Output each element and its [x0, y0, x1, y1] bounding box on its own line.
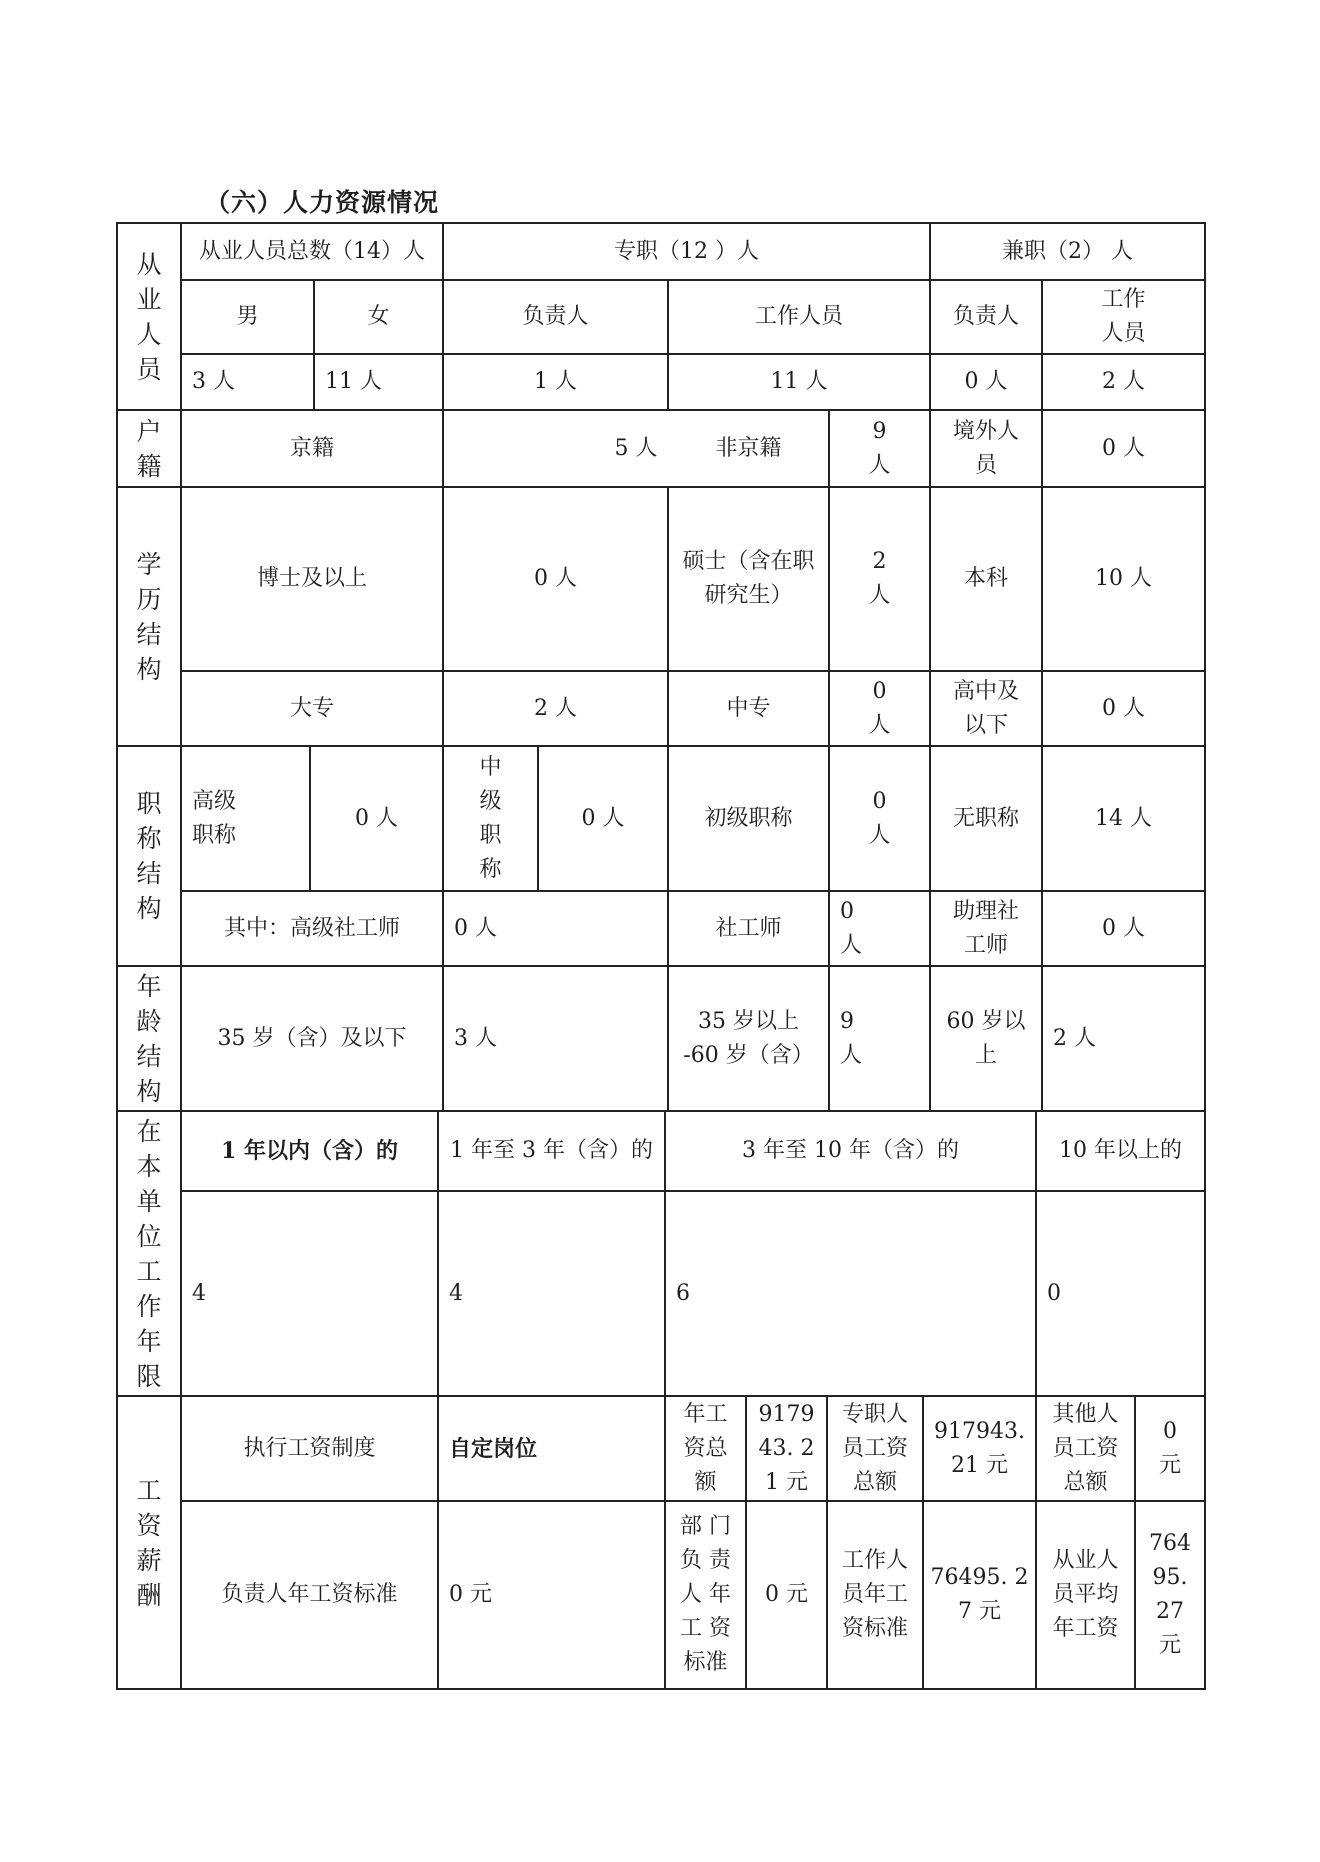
section-label: 在 本 单 位 工 作 年 限 — [136, 1116, 162, 1391]
age-over60: 60 岁以 上 — [946, 1008, 1026, 1068]
staff-male: 男 — [236, 304, 259, 329]
staff-pt-worker: 工作 人员 — [1101, 287, 1146, 346]
title-mid: 中 级 职 称 — [479, 754, 502, 882]
edu-college: 大专 — [289, 695, 334, 721]
title-asst-sw-count: 0 人 — [1102, 915, 1145, 941]
edu-master: 硕士（含在职 研究生） — [682, 549, 815, 608]
staff-total: 从业人员总数（14）人 — [199, 238, 425, 264]
age-under35-count: 3 人 — [454, 1025, 497, 1051]
staff-ft-head: 负责人 — [522, 304, 589, 329]
salary-ft-total-label: 专职人 员工资 总额 — [841, 1401, 908, 1495]
hukou-non-beijing-count: 9 人 — [868, 418, 891, 478]
hukou-beijing-count: 5 人 — [614, 435, 658, 461]
title-senior-count: 0 人 — [355, 805, 398, 831]
staff-male-count: 3 人 — [192, 369, 235, 394]
title-senior: 高级 职称 — [192, 788, 237, 848]
section-label: 职 称 结 构 — [136, 789, 162, 923]
hukou-beijing: 京籍 — [289, 435, 334, 461]
tenure-10y: 10 年以上的 — [1059, 1138, 1182, 1163]
tenure-1y-count: 4 — [192, 1280, 206, 1306]
staff-ft-worker-count: 11 人 — [770, 369, 828, 394]
age-mid-count: 9 人 — [840, 1008, 863, 1068]
salary-system-value: 自定岗位 — [449, 1435, 538, 1462]
section-label: 从 业 人 员 — [136, 249, 162, 384]
section-label: 年 龄 结 构 — [136, 971, 162, 1106]
edu-bachelor: 本科 — [963, 566, 1008, 591]
salary-worker-std: 76495. 2 7 元 — [930, 1565, 1029, 1624]
salary-annual-total-label: 年工 资总 额 — [683, 1401, 728, 1495]
staff-fulltime: 专职（12 ）人 — [614, 238, 759, 264]
staff-pt-head: 负责人 — [952, 304, 1019, 329]
edu-tech-count: 0 人 — [868, 678, 891, 738]
title-asst-sw: 助理社 工师 — [952, 898, 1019, 958]
title-mid-count: 0 人 — [581, 805, 625, 831]
tenure-1-3y: 1 年至 3 年（含）的 — [450, 1138, 653, 1163]
title-senior-sw: 其中：高级社工师 — [223, 915, 400, 941]
salary-dept-head-std: 0 元 — [765, 1582, 808, 1607]
salary-system-label: 执行工资制度 — [243, 1435, 376, 1461]
salary-dept-head-std-label: 部 门 负 责 人 年 工 资 标准 — [680, 1514, 731, 1675]
edu-highschool-count: 0 人 — [1102, 695, 1145, 721]
staff-ft-head-count: 1 人 — [534, 369, 577, 394]
hukou-overseas-count: 0 人 — [1102, 435, 1145, 461]
salary-other-total-label: 其他人 员工资 总额 — [1052, 1401, 1119, 1495]
edu-master-count: 2 人 — [868, 549, 891, 608]
tenure-3-10y: 3 年至 10 年（含）的 — [742, 1138, 959, 1163]
tenure-1-3y-count: 4 — [449, 1280, 463, 1306]
salary-avg-label: 从业人 员平均 年工资 — [1052, 1548, 1119, 1641]
salary-head-std-label: 负责人年工资标准 — [221, 1582, 398, 1607]
section-label: 户 籍 — [136, 416, 162, 481]
staff-ft-worker: 工作人员 — [754, 304, 843, 329]
title-none-count: 14 人 — [1095, 805, 1152, 831]
age-mid: 35 岁以上 -60 岁（含） — [683, 1008, 814, 1068]
edu-college-count: 2 人 — [534, 695, 577, 721]
age-over60-count: 2 人 — [1053, 1025, 1096, 1051]
edu-phd: 博士及以上 — [256, 566, 367, 591]
section-label: 学 历 结 构 — [136, 549, 162, 684]
edu-phd-count: 0 人 — [534, 566, 577, 591]
page-title: （六）人力资源情况 — [205, 188, 440, 217]
staff-female: 女 — [367, 304, 390, 329]
salary-annual-total: 9179 43. 2 1 元 — [758, 1401, 815, 1495]
staff-pt-worker-count: 2 人 — [1102, 369, 1145, 394]
edu-highschool: 高中及 以下 — [952, 678, 1019, 738]
hukou-non-beijing: 非京籍 — [715, 435, 782, 461]
salary-avg: 764 95. 27 元 — [1149, 1531, 1191, 1658]
hukou-overseas: 境外人 员 — [952, 418, 1019, 478]
tenure-10y-count: 0 — [1047, 1280, 1061, 1306]
title-junior-count: 0 人 — [868, 788, 891, 848]
title-junior: 初级职称 — [704, 805, 793, 831]
title-none: 无职称 — [952, 805, 1019, 831]
title-sw: 社工师 — [715, 915, 782, 941]
title-senior-sw-count: 0 人 — [454, 915, 497, 941]
edu-tech: 中专 — [726, 695, 771, 721]
table-border — [116, 1688, 1206, 1690]
salary-other-total: 0 元 — [1158, 1418, 1181, 1478]
table-border — [1204, 222, 1206, 1690]
staff-parttime: 兼职（2） 人 — [1002, 238, 1133, 264]
staff-pt-head-count: 0 人 — [964, 369, 1008, 394]
tenure-3-10y-count: 6 — [676, 1280, 690, 1306]
staff-female-count: 11 人 — [325, 369, 382, 394]
salary-ft-total: 917943. 21 元 — [934, 1418, 1025, 1478]
salary-head-std: 0 元 — [449, 1582, 492, 1607]
section-label: 工 资 薪 酬 — [136, 1475, 162, 1610]
edu-bachelor-count: 10 人 — [1095, 566, 1152, 591]
age-under35: 35 岁（含）及以下 — [217, 1025, 407, 1051]
title-sw-count: 0 人 — [840, 898, 863, 958]
tenure-1y: 1 年以内（含）的 — [221, 1138, 398, 1164]
salary-worker-std-label: 工作人 员年工 资标准 — [841, 1548, 908, 1641]
